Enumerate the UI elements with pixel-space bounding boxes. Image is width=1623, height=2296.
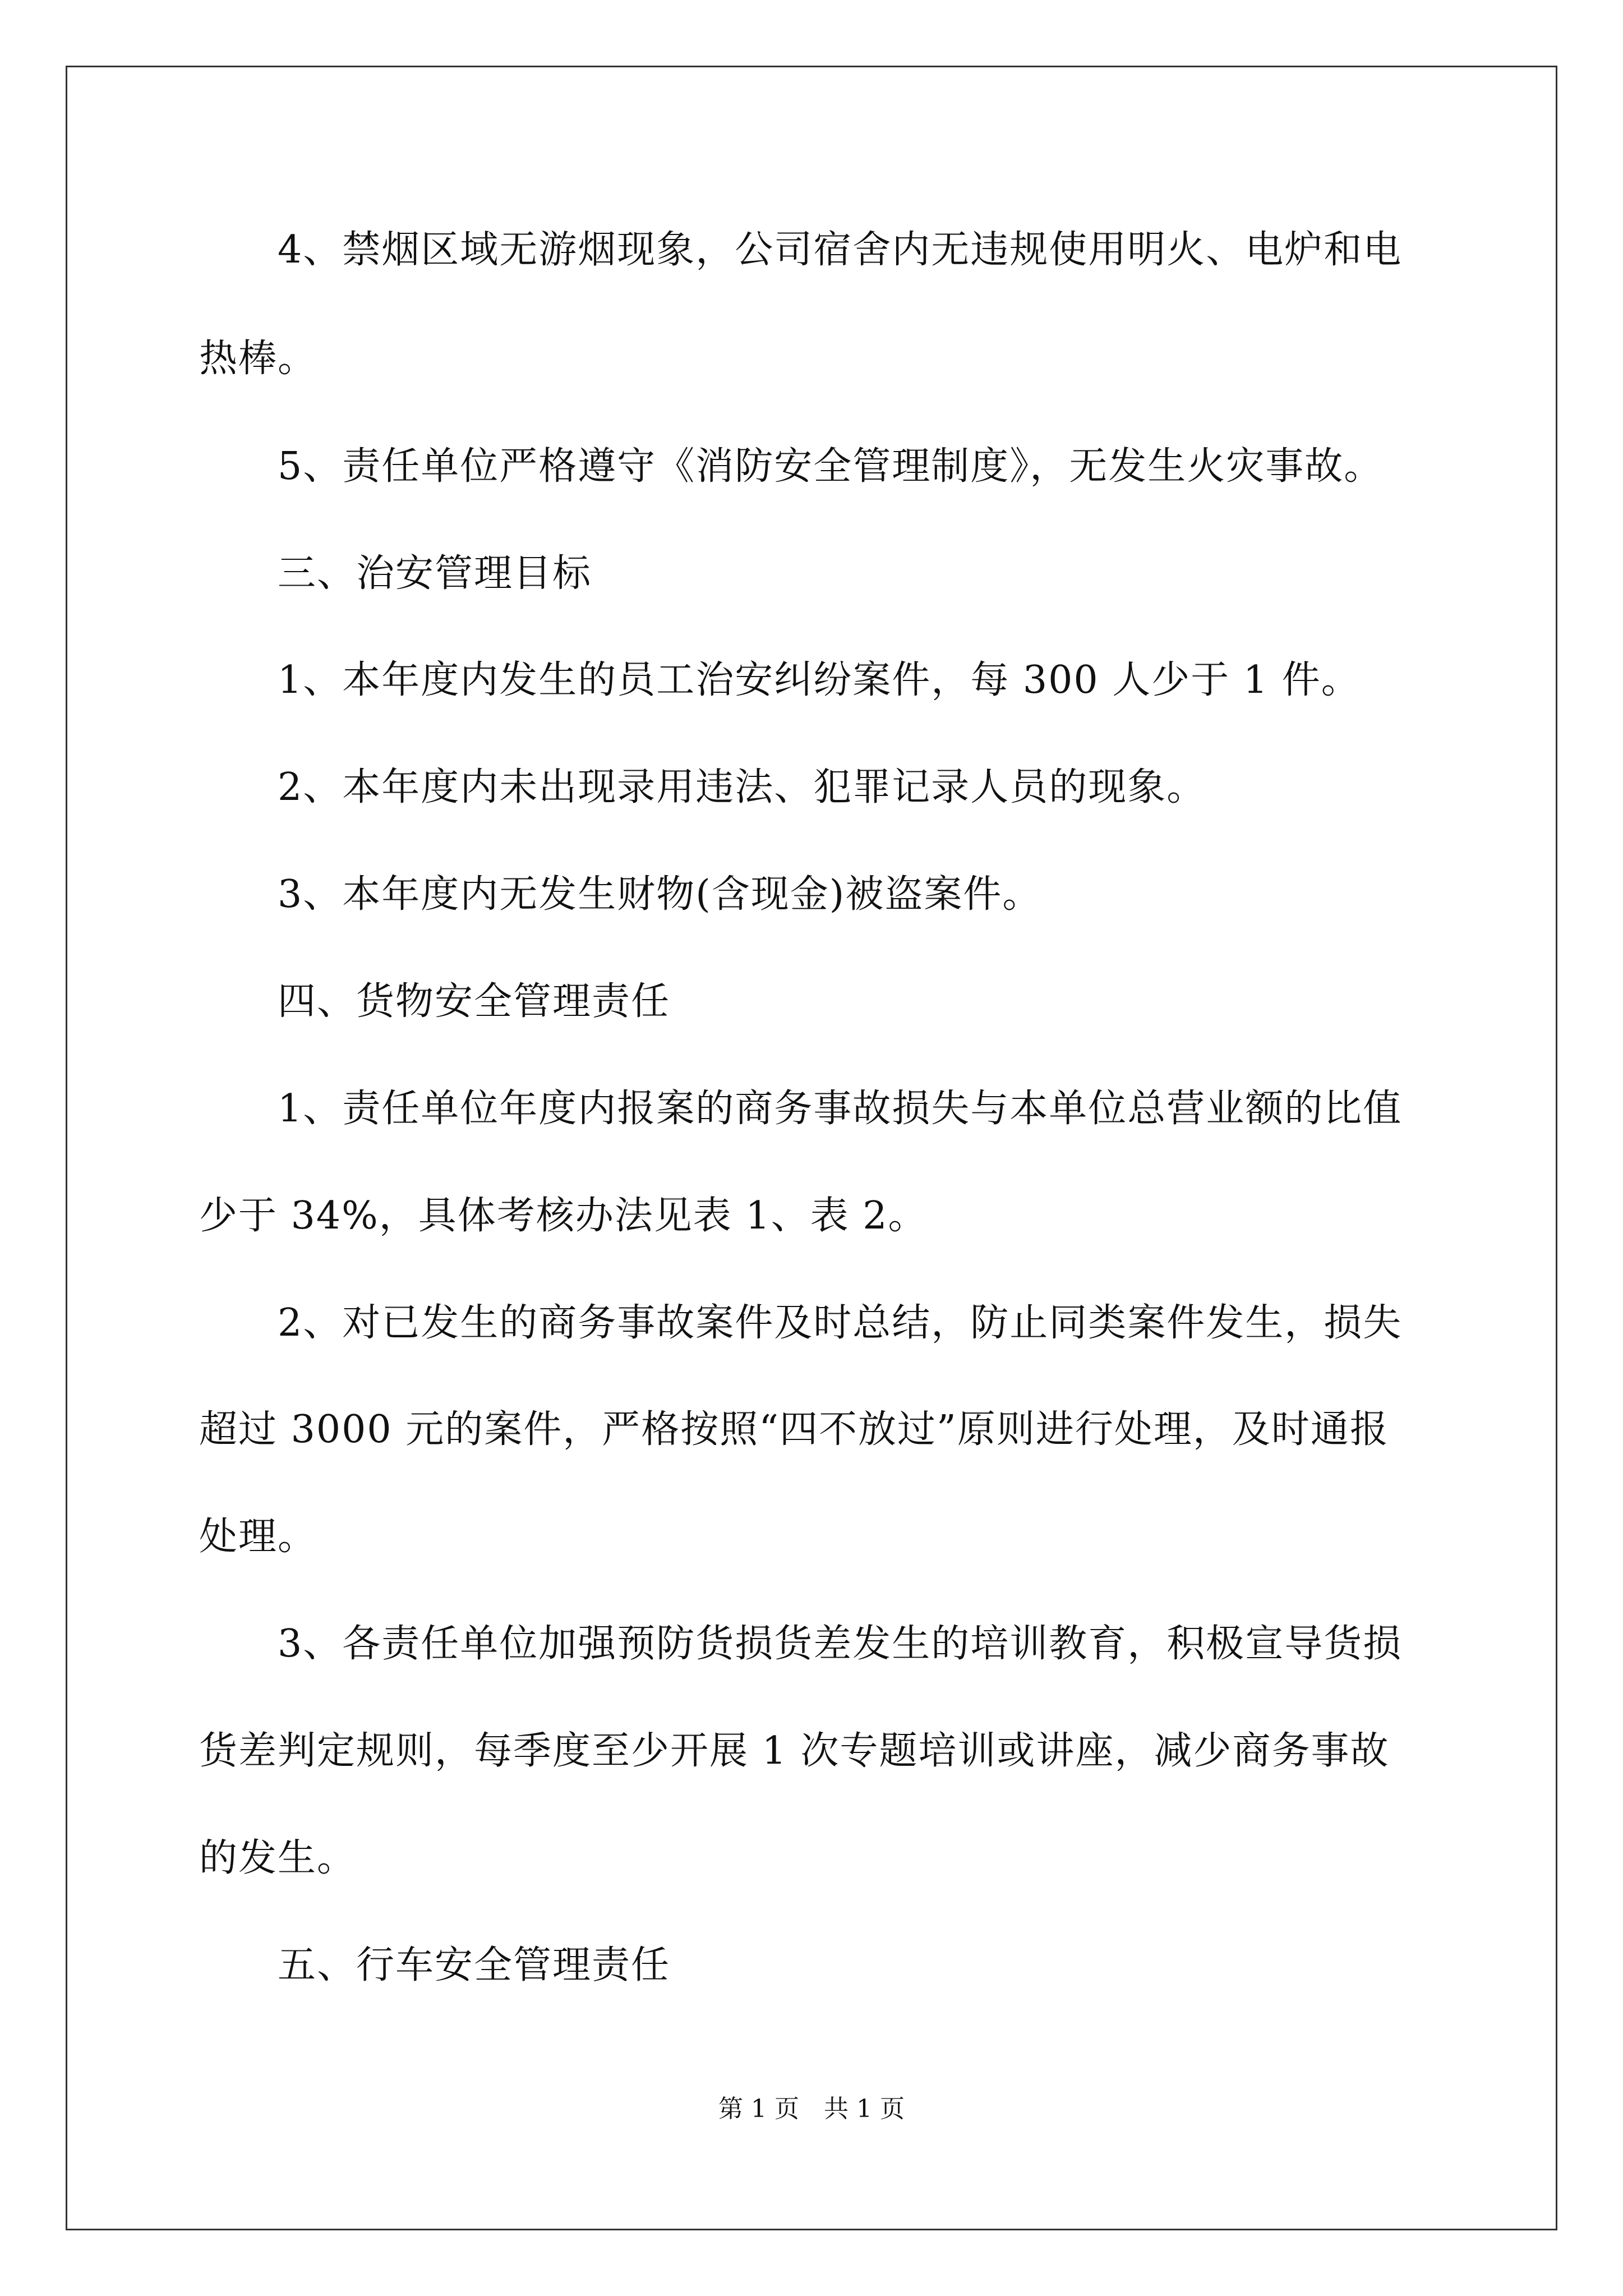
paragraph-line: 货差判定规则，每季度至少开展 1 次专题培训或讲座，减少商务事故 bbox=[199, 1729, 1390, 1773]
page-number-footer: 第 1 页 共 1 页 bbox=[718, 2095, 905, 2123]
paragraph-line: 处理。 bbox=[199, 1515, 317, 1559]
paragraph-line: 热棒。 bbox=[199, 337, 317, 381]
paragraph-line: 超过 3000 元的案件，严格按照“四不放过”原则进行处理，及时通报 bbox=[199, 1407, 1389, 1452]
paragraph-line: 2、对已发生的商务事故案件及时总结，防止同类案件发生，损失 bbox=[278, 1301, 1403, 1345]
section-heading: 四、货物安全管理责任 bbox=[278, 979, 671, 1024]
paragraph-line: 1、本年度内发生的员工治安纠纷案件，每 300 人少于 1 件。 bbox=[278, 658, 1361, 702]
paragraph-line: 5、责任单位严格遵守《消防安全管理制度》，无发生火灾事故。 bbox=[278, 444, 1384, 489]
section-heading: 三、治安管理目标 bbox=[278, 551, 592, 596]
paragraph-line: 2、本年度内未出现录用违法、犯罪记录人员的现象。 bbox=[278, 765, 1206, 809]
paragraph-line: 1、责任单位年度内报案的商务事故损失与本单位总营业额的比值 bbox=[278, 1087, 1403, 1131]
paragraph-line: 少于 34%，具体考核办法见表 1、表 2。 bbox=[199, 1194, 928, 1238]
paragraph-line: 3、本年度内无发生财物(含现金)被盗案件。 bbox=[278, 872, 1042, 917]
section-heading: 五、行车安全管理责任 bbox=[278, 1943, 671, 1987]
paragraph-line: 3、各责任单位加强预防货损货差发生的培训教育，积极宣导货损 bbox=[278, 1622, 1403, 1666]
paragraph-line: 的发生。 bbox=[199, 1836, 357, 1880]
paragraph-line: 4、禁烟区域无游烟现象，公司宿舍内无违规使用明火、电炉和电 bbox=[278, 228, 1403, 272]
page-border bbox=[66, 66, 1557, 2230]
